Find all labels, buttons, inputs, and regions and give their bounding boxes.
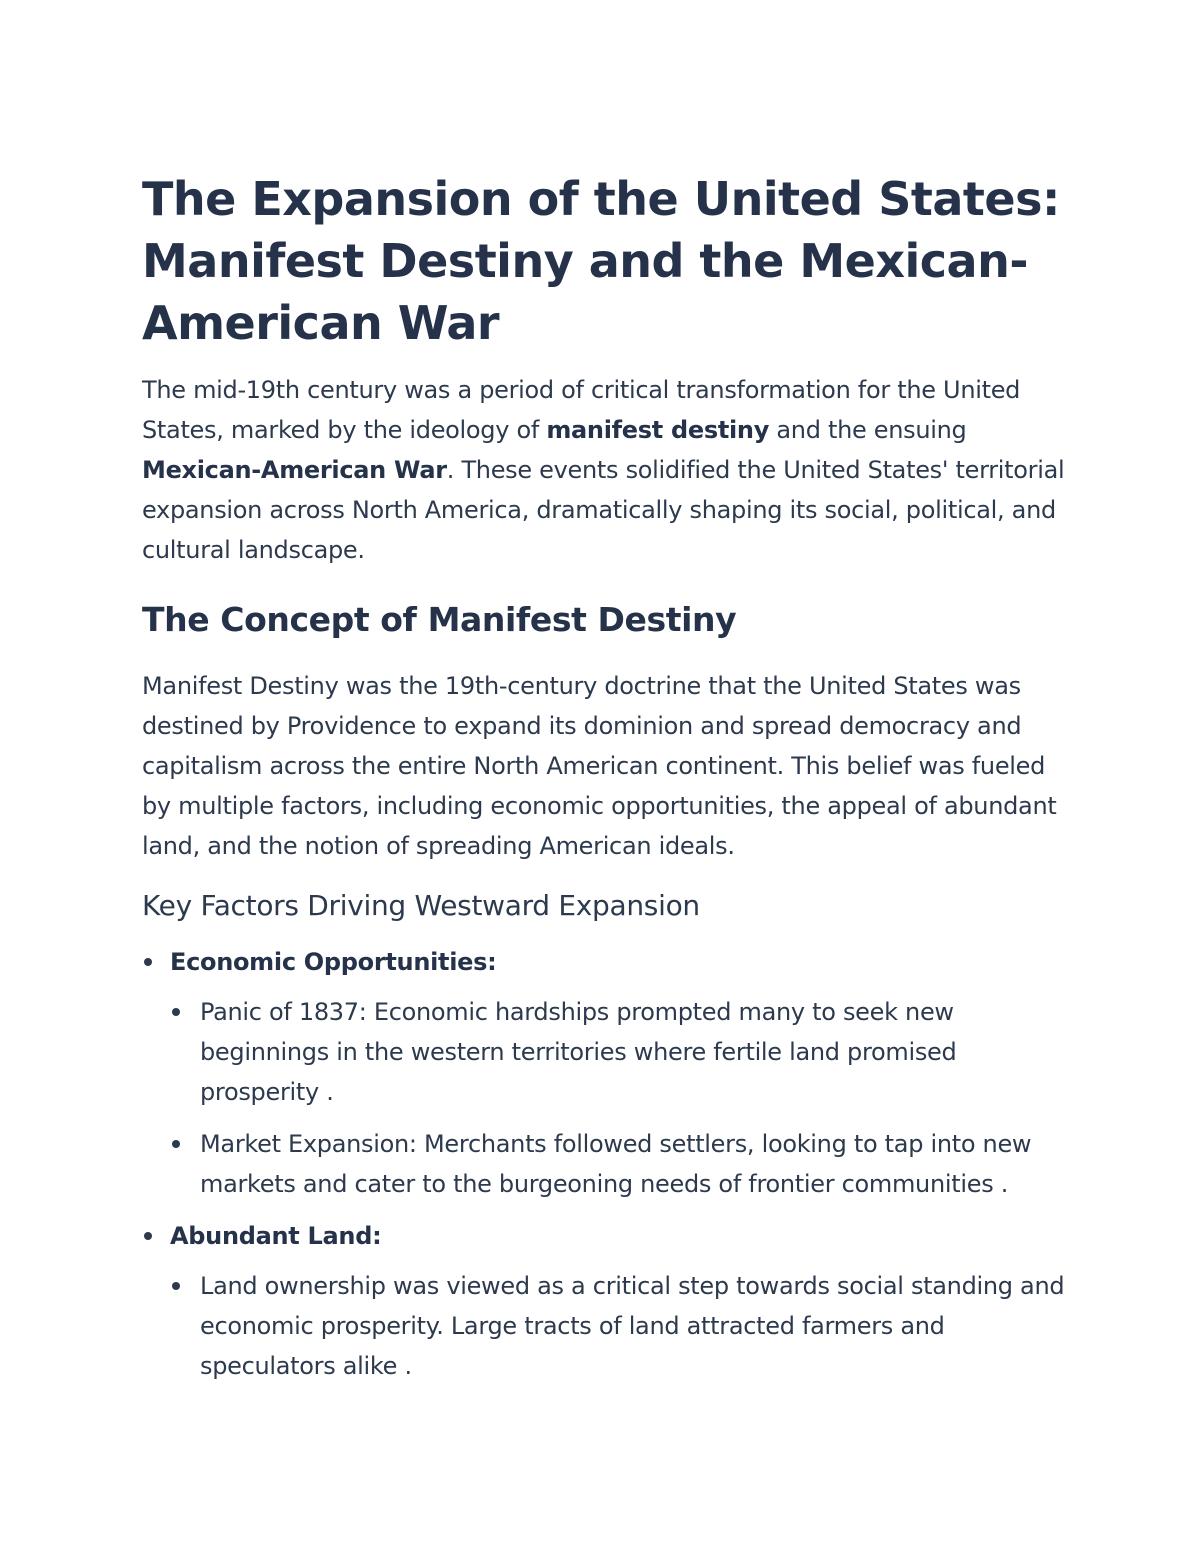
factor-sublist: [170, 992, 1072, 1204]
factor-label: Abundant Land:: [170, 1222, 382, 1250]
list-item: [170, 1266, 1072, 1386]
factor-sublist: [170, 1266, 1072, 1386]
factor-label: Economic Opportunities:: [170, 948, 497, 976]
intro-bold-manifest-destiny: manifest destiny: [546, 416, 770, 444]
factors-list: [142, 942, 1072, 1386]
sub-item-text: Panic of 1837: Economic hardships prompted many to seek new beginnings in the western territories where fertile land promised prosperity .: [200, 998, 957, 1106]
intro-text-3: . These events solidified the United States' territorial expansion across North America, dramatically shaping its social, political, and cultural landscape.: [142, 456, 1065, 564]
page-title: The Expansion of the United States: Manifest Destiny and the Mexican-American War: [142, 172, 1060, 350]
bullet-icon: [144, 958, 152, 966]
intro-paragraph: [142, 370, 1072, 570]
section-paragraph: Manifest Destiny was the 19th-century doctrine that the United States was destined by Providence to expand its dominion and spread democracy and capitalism across the entire North American continent. This belief was fueled by multiple factors, including economic opportunities, the appeal of abundant land, and the notion of spreading American ideals.: [142, 672, 1057, 860]
intro-bold-mexican-american-war: Mexican-American War: [142, 456, 447, 484]
intro-text-1: The mid-19th century was a period of critical transformation for the United States, marked by the ideology of: [142, 376, 1021, 444]
intro-text-2: and the ensuing: [769, 416, 967, 444]
bullet-icon: [172, 1140, 180, 1148]
list-item: [170, 1124, 1072, 1204]
list-item: [170, 992, 1072, 1112]
bullet-icon: [144, 1232, 152, 1240]
subsection-heading-key-factors: Key Factors Driving Westward Expansion: [142, 889, 700, 922]
bullet-icon: [172, 1282, 180, 1290]
sub-item-text: Land ownership was viewed as a critical step towards social standing and economic prosperity. Large tracts of land attracted farmers and speculators alike .: [200, 1272, 1065, 1380]
section-heading-manifest-destiny: The Concept of Manifest Destiny: [142, 600, 737, 639]
sub-item-text: Market Expansion: Merchants followed settlers, looking to tap into new markets and cater to the burgeoning needs of frontier communities .: [200, 1130, 1032, 1198]
list-item: [142, 1216, 1072, 1386]
bullet-icon: [172, 1008, 180, 1016]
document-page: [142, 168, 1072, 1398]
list-item: [142, 942, 1072, 1204]
